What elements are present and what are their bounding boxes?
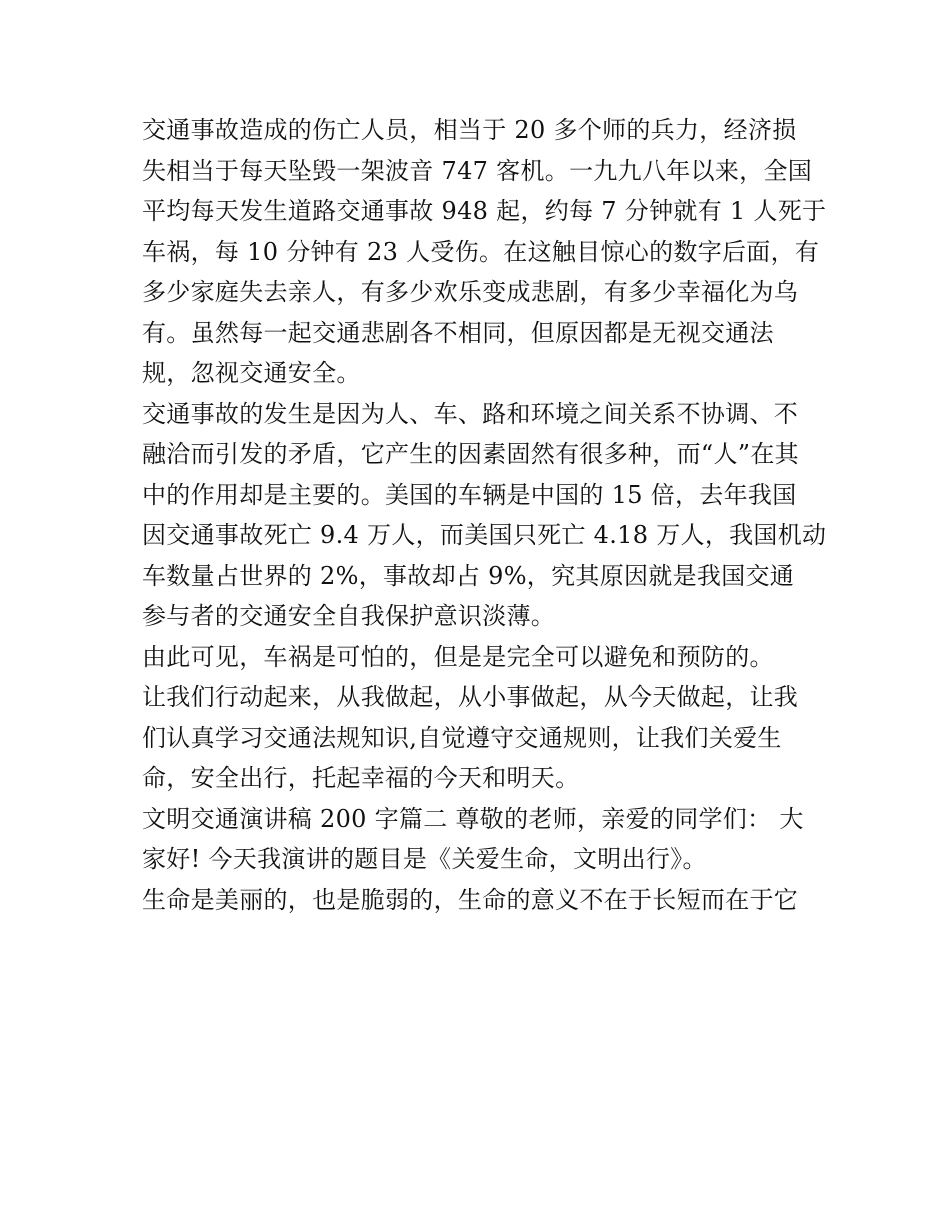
text-line: 失相当于每天坠毁一架波音 747 客机。一九九八年以来，全国 xyxy=(142,156,813,185)
text-line: 交通事故造成的伤亡人员，相当于 20 多个师的兵力，经济损 xyxy=(142,116,797,144)
text-line: 因交通事故死亡 9.4 万人，而美国只死亡 4.18 万人，我国机动 xyxy=(142,521,827,549)
text-line: 由此可见，车祸是可怕的，但是是完全可以避免和预防的。 xyxy=(142,642,774,671)
text-line: 平均每天发生道路交通事故 948 起，约每 7 分钟就有 1 人死于 xyxy=(142,197,827,225)
text-line: 生命是美丽的，也是脆弱的，生命的意义不在于长短而在于它 xyxy=(142,885,799,914)
text-line: 家好! 今天我演讲的题目是《关爱生命，文明出行》。 xyxy=(142,845,707,873)
text-line: 中的作用却是主要的。美国的车辆是中国的 15 倍，去年我国 xyxy=(142,480,797,509)
text-line: 融洽而引发的矛盾，它产生的因素固然有很多种，而“人”在其 xyxy=(142,440,799,468)
text-line: 规，忽视交通安全。 xyxy=(142,359,361,387)
text-line: 们认真学习交通法规知识,自觉遵守交通规则，让我们关爱生 xyxy=(142,723,782,752)
text-line: 车祸，每 10 分钟有 23 人受伤。在这触目惊心的数字后面，有 xyxy=(142,237,820,266)
text-line: 车数量占世界的 2%，事故却占 9%，究其原因就是我国交通 xyxy=(142,561,795,590)
text-line: 让我们行动起来，从我做起，从小事做起，从今天做起，让我 xyxy=(142,683,799,711)
text-line: 有。虽然每一起交通悲剧各不相同，但原因都是无视交通法 xyxy=(142,318,774,347)
text-line: 交通事故的发生是因为人、车、路和环境之间关系不协调、不 xyxy=(142,399,799,428)
text-line: 参与者的交通安全自我保护意识淡薄。 xyxy=(142,602,556,630)
text-line: 命，安全出行，托起幸福的今天和明天。 xyxy=(142,764,580,792)
document-body xyxy=(142,110,827,920)
text-line: 文明交通演讲稿 200 字篇二 尊敬的老师，亲爱的同学们： 大 xyxy=(142,804,804,833)
text-line: 多少家庭失去亲人，有多少欢乐变成悲剧，有多少幸福化为乌 xyxy=(142,278,799,306)
